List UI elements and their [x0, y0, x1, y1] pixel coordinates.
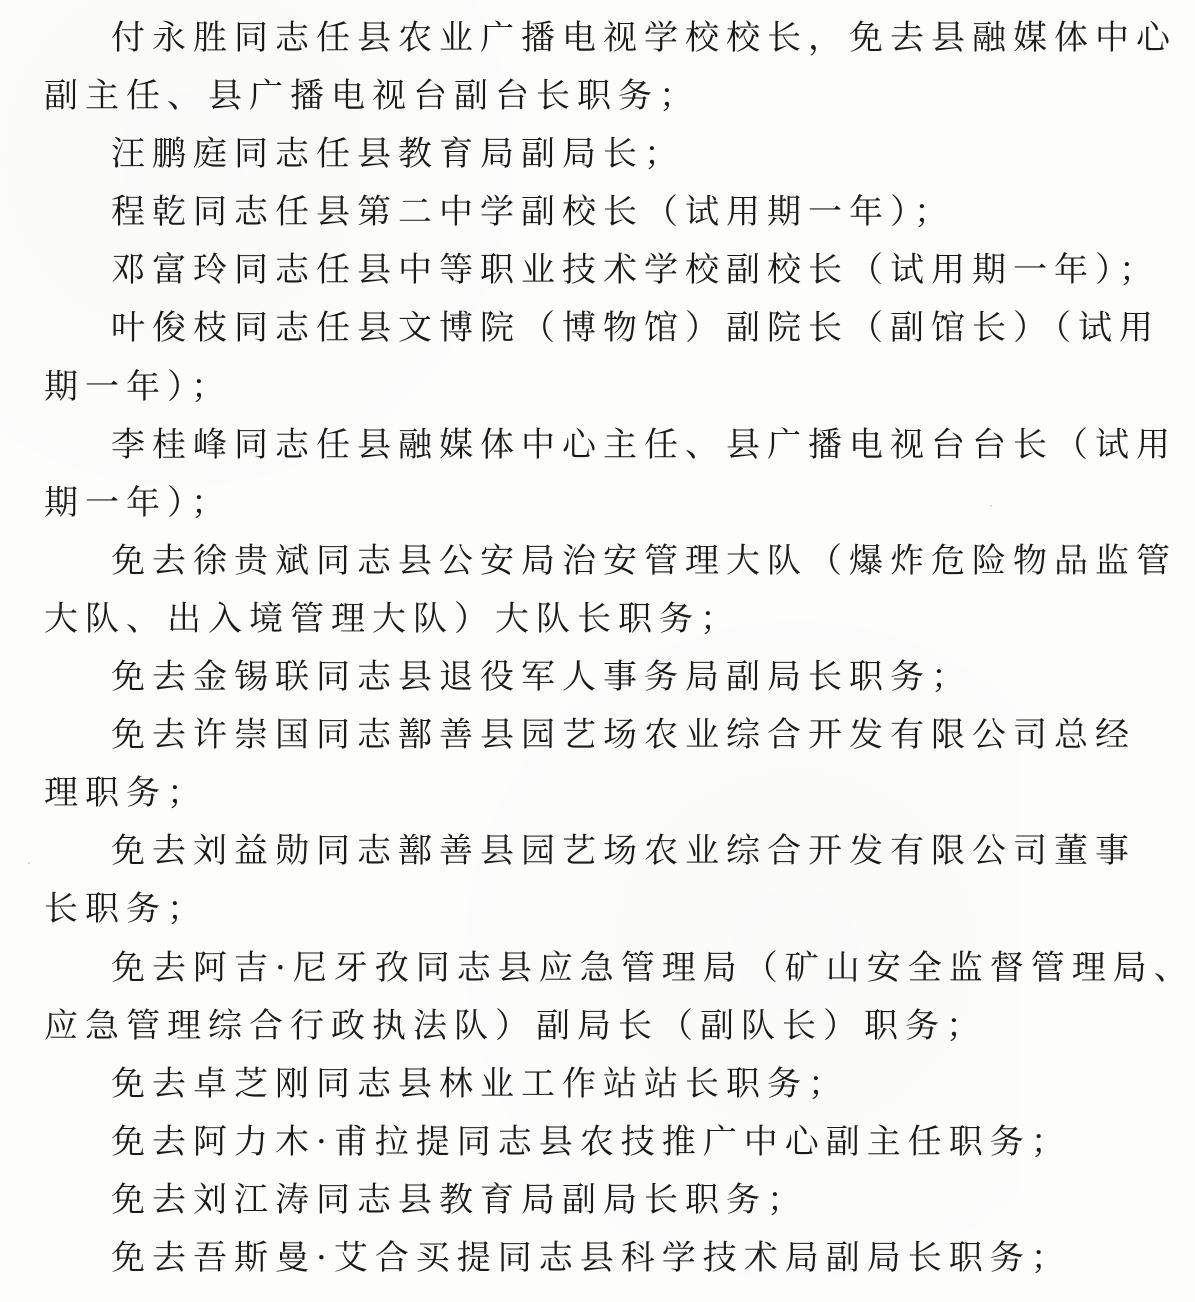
entry-line: 期一年）； [44, 366, 232, 407]
entry-zhuo-zhigang [44, 1055, 976, 1113]
scan-speck [990, 505, 992, 507]
entry-line: 免去阿力木·甫拉提同志县农技推广中心副主任职务； [111, 1121, 1072, 1162]
entry-li-guifeng [44, 416, 1177, 532]
entry-ye-junzhi [44, 299, 1160, 415]
entry-line: 副主任、县广播电视台副台长职务； [44, 76, 700, 117]
entry-line: 理职务； [44, 773, 208, 814]
entry-line: 免去刘益勋同志鄯善县园艺场农业综合开发有限公司董事 [111, 831, 1136, 872]
entry-wang-pengting [44, 125, 976, 183]
entry-deng-fuling [44, 241, 1160, 299]
scan-speck [28, 862, 30, 864]
entry-wusiman-aihemaiti [44, 1229, 1072, 1287]
entry-jin-xilian [44, 648, 976, 706]
appointment-notice-text [44, 9, 1195, 1287]
entry-xu-guibin [44, 532, 1177, 648]
entry-fu-yongsheng [44, 9, 1177, 125]
entry-line: 免去吾斯曼·艾合买提同志县科学技术局副局长职务； [111, 1237, 1072, 1278]
entry-line: 期一年）； [44, 482, 232, 523]
entry-line: 付永胜同志任县农业广播电视学校校长，免去县融媒体中心 [111, 18, 1177, 58]
entry-line: 程乾同志任县第二中学副校长（试用期一年）； [111, 192, 955, 233]
entry-line: 大队、出入境管理大队）大队长职务； [44, 598, 741, 639]
entry-xu-chongguo [44, 706, 1136, 822]
entry-line: 免去许崇国同志鄯善县园艺场农业综合开发有限公司总经 [111, 715, 1136, 756]
entry-line: 免去徐贵斌同志县公安局治安管理大队（爆炸危险物品监管 [111, 540, 1177, 581]
entry-line: 邓富玲同志任县中等职业技术学校副校长（试用期一年）； [111, 250, 1160, 291]
entry-cheng-qian [44, 183, 976, 241]
entry-liu-yixun [44, 822, 1136, 938]
entry-liu-jiangtao [44, 1171, 976, 1229]
entry-line: 长职务； [44, 889, 208, 930]
entry-line: 李桂峰同志任县融媒体中心主任、县广播电视台台长（试用 [111, 424, 1177, 465]
entry-ajiniyaz [44, 939, 1195, 1055]
entry-line: 叶俊枝同志任县文博院（博物馆）副院长（副馆长）（试用 [111, 308, 1160, 349]
entry-alimu-fulati [44, 1113, 1072, 1171]
entry-line: 免去刘江涛同志县教育局副局长职务； [111, 1179, 808, 1220]
entry-line: 免去阿吉·尼牙孜同志县应急管理局（矿山安全监督管理局、 [111, 947, 1195, 988]
entry-line: 免去卓芝刚同志县林业工作站站长职务； [111, 1063, 849, 1104]
entry-line: 免去金锡联同志县退役军人事务局副局长职务； [111, 657, 972, 698]
entry-line: 应急管理综合行政执法队）副局长（副队长）职务； [44, 1005, 987, 1046]
entry-line: 汪鹏庭同志任县教育局副局长； [111, 134, 685, 175]
